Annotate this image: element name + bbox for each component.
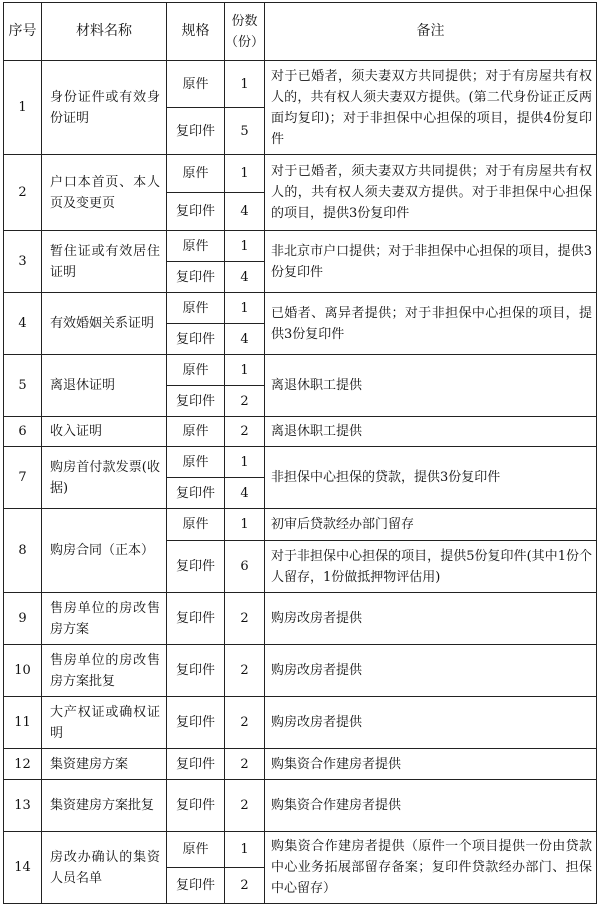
- row-count: 2: [225, 386, 265, 417]
- row-count: 4: [225, 193, 265, 231]
- header-name: 材料名称: [42, 3, 167, 61]
- row-note: 非担保中心担保的贷款，提供3份复印件: [265, 447, 597, 509]
- row-seq: 7: [4, 447, 42, 509]
- row-count: 2: [225, 645, 265, 697]
- row-spec: 原件: [167, 293, 225, 324]
- header-seq: 序号: [4, 3, 42, 61]
- row-seq: 3: [4, 231, 42, 293]
- row-note: 离退休职工提供: [265, 355, 597, 417]
- table-row: [4, 447, 597, 478]
- row-spec: 复印件: [167, 478, 225, 509]
- row-spec: 复印件: [167, 324, 225, 355]
- row-count: 1: [225, 61, 265, 108]
- row-material-name: 身份证件或有效身份证明: [42, 61, 167, 155]
- table-row: [4, 293, 597, 324]
- row-seq: 6: [4, 417, 42, 447]
- row-count: 1: [225, 231, 265, 262]
- row-material-name: 集资建房方案批复: [42, 780, 167, 832]
- row-spec: 复印件: [167, 697, 225, 749]
- row-seq: 9: [4, 593, 42, 645]
- row-seq: 4: [4, 293, 42, 355]
- row-note: 已婚者、离异者提供；对于非担保中心担保的项目，提供3份复印件: [265, 293, 597, 355]
- row-spec: 复印件: [167, 262, 225, 293]
- header-note: 备注: [265, 3, 597, 61]
- row-count: 2: [225, 780, 265, 832]
- row-note: 离退休职工提供: [265, 417, 597, 447]
- table-row: [4, 417, 597, 447]
- row-note: 对于已婚者，须夫妻双方共同提供；对于有房屋共有权人的，共有权人须夫妻双方提供。对于非担保中心担保的项目，提供3份复印件: [265, 155, 597, 231]
- row-count: 5: [225, 108, 265, 155]
- row-seq: 1: [4, 61, 42, 155]
- table-row: [4, 749, 597, 780]
- table-row: [4, 61, 597, 108]
- row-note: 购集资合作建房者提供: [265, 749, 597, 780]
- row-note: 购集资合作建房者提供（原件一个项目提供一份由贷款中心业务拓展部留存备案；复印件贷款经办部门、担保中心留存）: [265, 832, 597, 904]
- row-seq: 14: [4, 832, 42, 904]
- row-count: 1: [225, 509, 265, 541]
- row-spec: 复印件: [167, 193, 225, 231]
- row-spec: 复印件: [167, 108, 225, 155]
- table-row: [4, 509, 597, 541]
- row-material-name: 售房单位的房改售房方案: [42, 593, 167, 645]
- row-seq: 12: [4, 749, 42, 780]
- row-seq: 8: [4, 509, 42, 593]
- row-count: 6: [225, 541, 265, 593]
- row-material-name: 购房首付款发票(收据): [42, 447, 167, 509]
- header-spec: 规格: [167, 3, 225, 61]
- row-seq: 10: [4, 645, 42, 697]
- row-note: 对于非担保中心担保的项目，提供5份复印件(其中1份个人留存，1份做抵押物评估用): [265, 541, 597, 593]
- row-spec: 原件: [167, 832, 225, 868]
- row-count: 1: [225, 355, 265, 386]
- row-count: 4: [225, 262, 265, 293]
- row-spec: 复印件: [167, 868, 225, 904]
- row-note: 购房改房者提供: [265, 593, 597, 645]
- row-seq: 5: [4, 355, 42, 417]
- row-note: 购房改房者提供: [265, 697, 597, 749]
- materials-table: [3, 2, 597, 904]
- row-count: 1: [225, 447, 265, 478]
- row-count: 4: [225, 478, 265, 509]
- row-seq: 13: [4, 780, 42, 832]
- row-seq: 2: [4, 155, 42, 231]
- row-spec: 原件: [167, 155, 225, 193]
- table-row: [4, 697, 597, 749]
- row-count: 2: [225, 749, 265, 780]
- table-row: [4, 155, 597, 193]
- row-spec: 复印件: [167, 541, 225, 593]
- row-material-name: 暂住证或有效居住证明: [42, 231, 167, 293]
- row-spec: 复印件: [167, 645, 225, 697]
- table-row: [4, 645, 597, 697]
- row-note: 初审后贷款经办部门留存: [265, 509, 597, 541]
- row-material-name: 户口本首页、本人页及变更页: [42, 155, 167, 231]
- row-note: 购集资合作建房者提供: [265, 780, 597, 832]
- row-count: 4: [225, 324, 265, 355]
- row-spec: 原件: [167, 417, 225, 447]
- row-material-name: 集资建房方案: [42, 749, 167, 780]
- row-count: 2: [225, 593, 265, 645]
- row-material-name: 购房合同（正本）: [42, 509, 167, 593]
- row-material-name: 大产权证或确权证明: [42, 697, 167, 749]
- row-count: 2: [225, 417, 265, 447]
- row-spec: 原件: [167, 509, 225, 541]
- row-count: 2: [225, 868, 265, 904]
- row-seq: 11: [4, 697, 42, 749]
- row-count: 2: [225, 697, 265, 749]
- table-header-row: [4, 3, 597, 61]
- row-spec: 原件: [167, 447, 225, 478]
- table-row: [4, 832, 597, 868]
- row-material-name: 离退休证明: [42, 355, 167, 417]
- row-note: 购房改房者提供: [265, 645, 597, 697]
- row-count: 1: [225, 832, 265, 868]
- row-material-name: 收入证明: [42, 417, 167, 447]
- row-count: 1: [225, 155, 265, 193]
- row-spec: 复印件: [167, 780, 225, 832]
- row-spec: 原件: [167, 355, 225, 386]
- row-spec: 原件: [167, 61, 225, 108]
- row-spec: 复印件: [167, 749, 225, 780]
- row-material-name: 房改办确认的集资人员名单: [42, 832, 167, 904]
- row-count: 1: [225, 293, 265, 324]
- table-row: [4, 780, 597, 832]
- row-note: 非北京市户口提供；对于非担保中心担保的项目，提供3份复印件: [265, 231, 597, 293]
- row-spec: 复印件: [167, 593, 225, 645]
- table-row: [4, 231, 597, 262]
- table-row: [4, 593, 597, 645]
- materials-document: [3, 2, 597, 904]
- header-count: 份数（份）: [225, 3, 265, 61]
- row-note: 对于已婚者，须夫妻双方共同提供；对于有房屋共有权人的，共有权人须夫妻双方提供。(第二代身份证正反两面均复印)；对于非担保中心担保的项目，提供4份复印件: [265, 61, 597, 155]
- row-material-name: 有效婚姻关系证明: [42, 293, 167, 355]
- table-row: [4, 355, 597, 386]
- row-spec: 原件: [167, 231, 225, 262]
- row-material-name: 售房单位的房改售房方案批复: [42, 645, 167, 697]
- row-spec: 复印件: [167, 386, 225, 417]
